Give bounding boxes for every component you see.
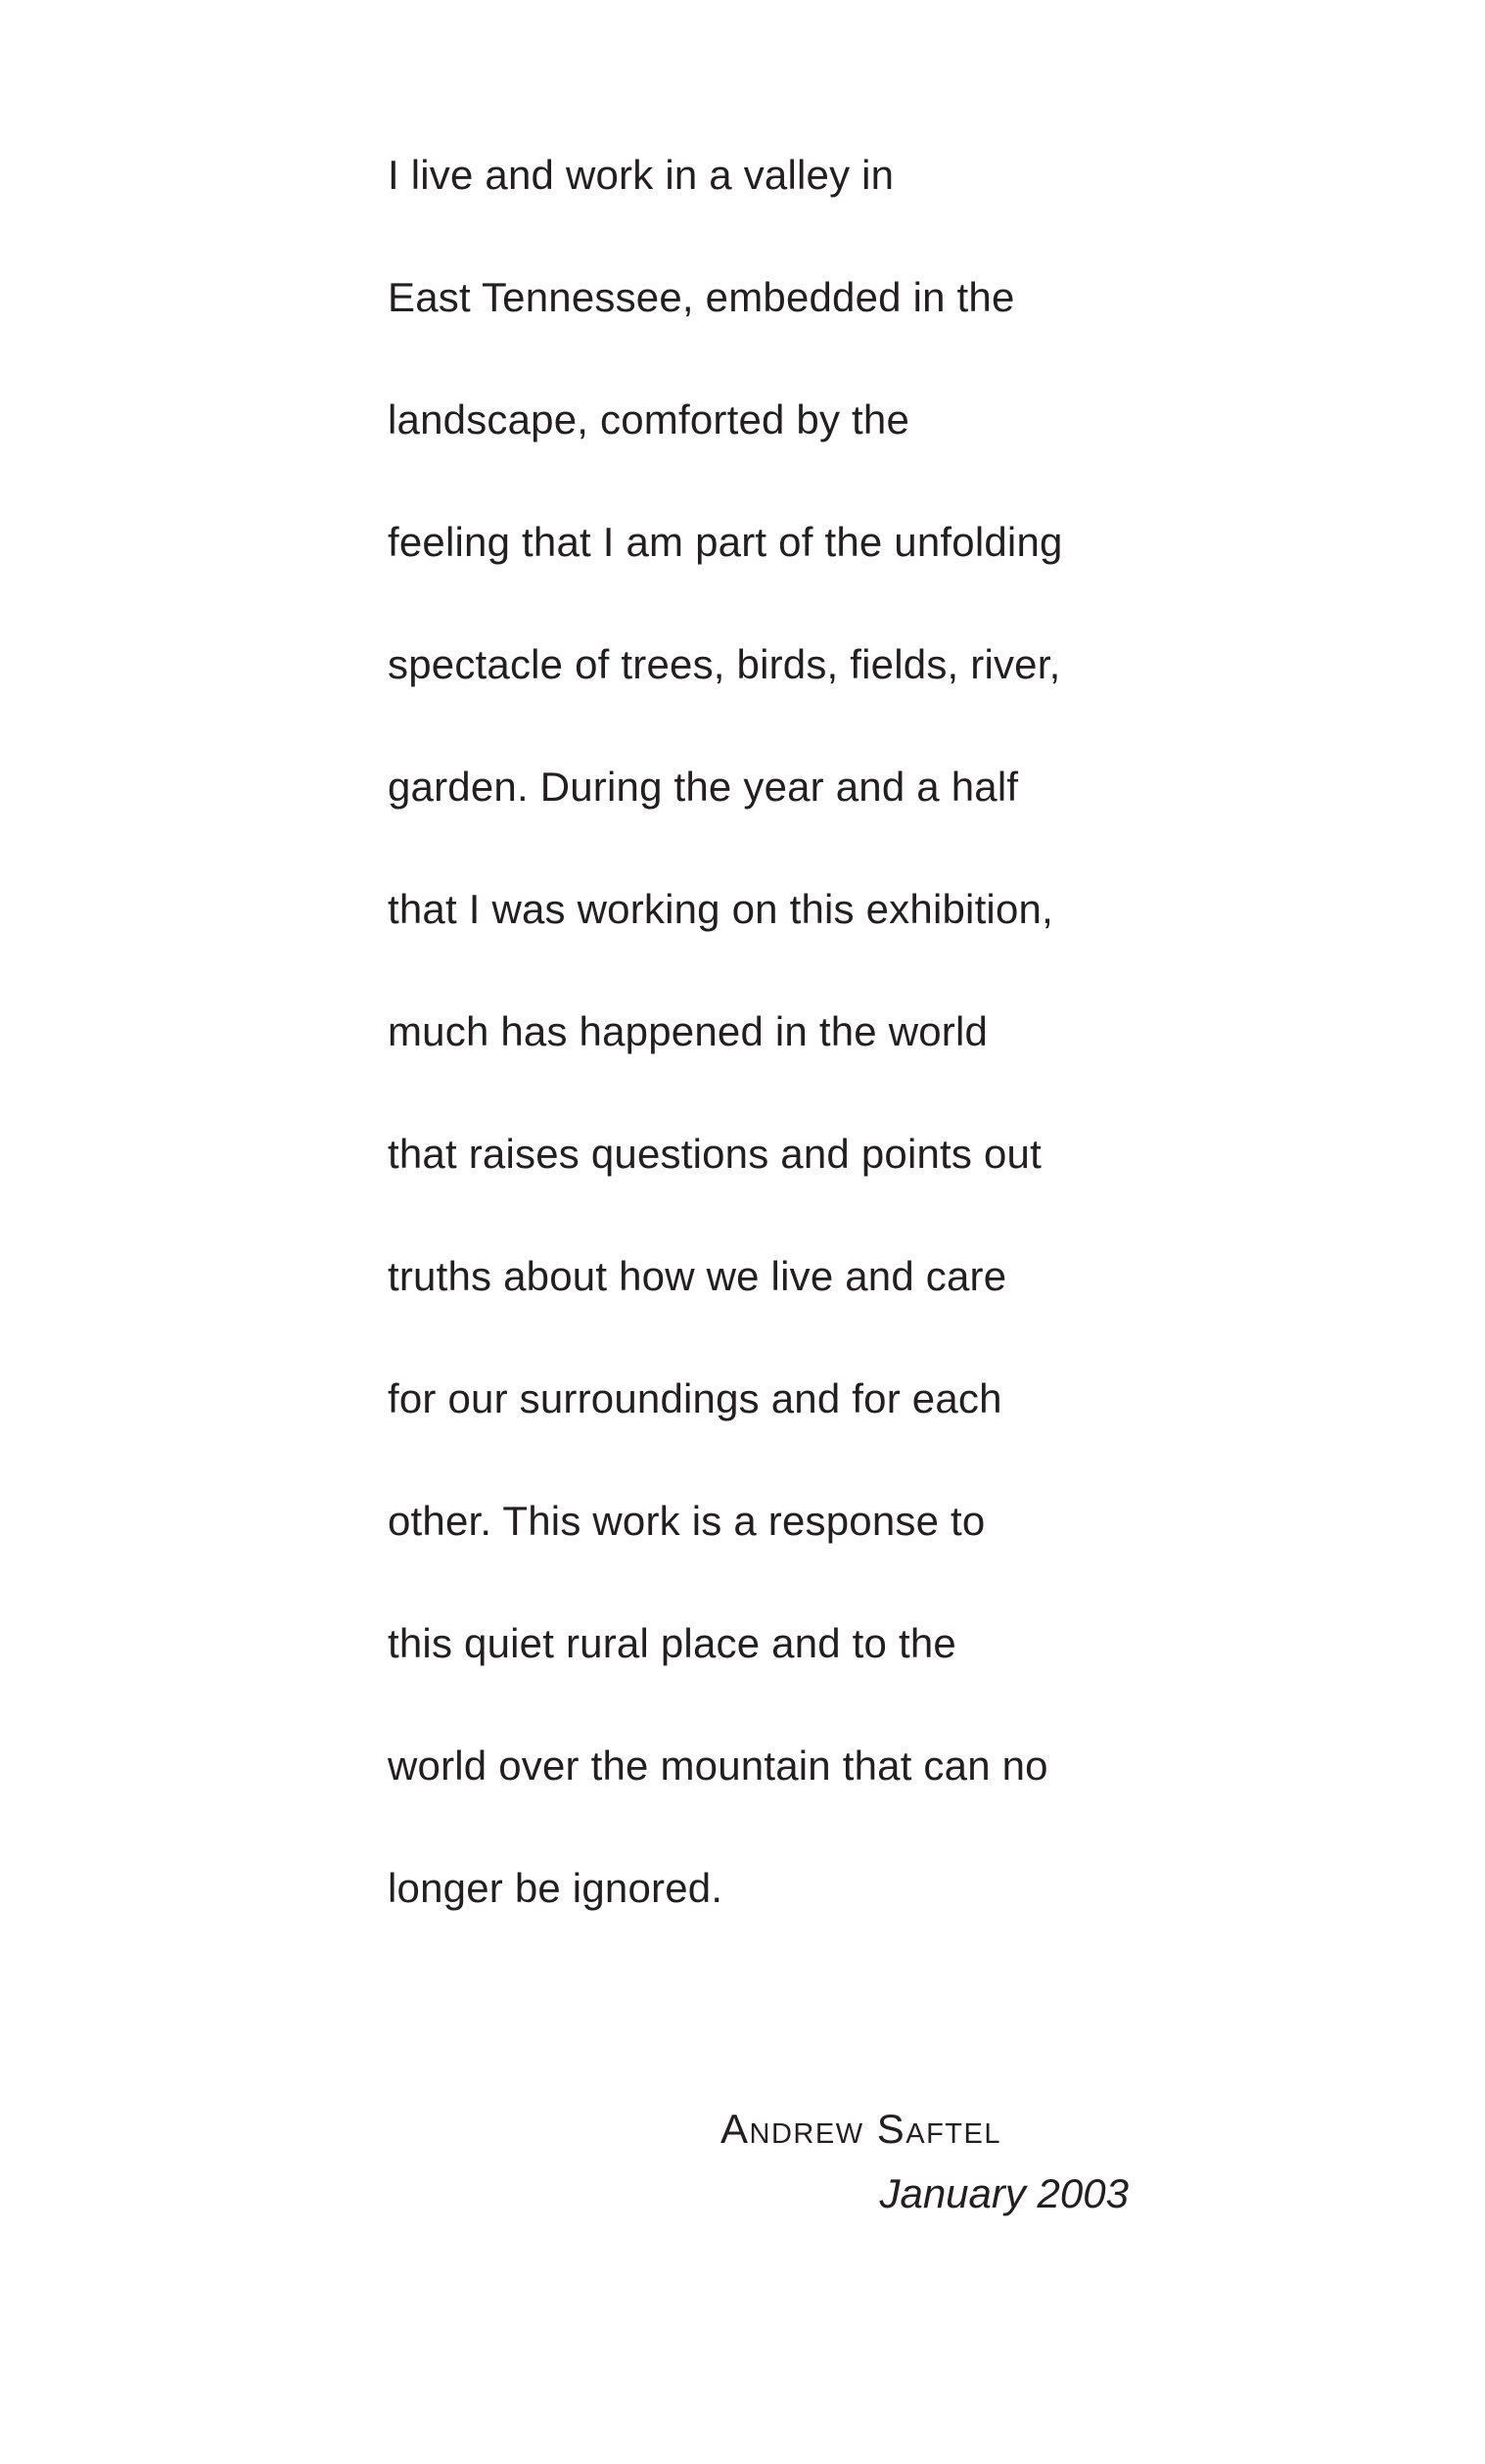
- statement-line: landscape, comforted by the: [388, 396, 910, 442]
- statement-line: truths about how we live and care: [388, 1253, 1007, 1299]
- statement-line: world over the mountain that can no: [388, 1743, 1048, 1789]
- statement-line: other. This work is a response to: [388, 1498, 986, 1544]
- statement-line: spectacle of trees, birds, fields, river,: [388, 641, 1061, 687]
- statement-line: for our surroundings and for each: [388, 1375, 1002, 1421]
- statement-line: this quiet rural place and to the: [388, 1620, 956, 1666]
- signature-block: [720, 2100, 1129, 2229]
- statement-line: feeling that I am part of the unfolding: [388, 519, 1063, 565]
- statement-line: that raises questions and points out: [388, 1131, 1042, 1177]
- author-name: Andrew Saftel: [720, 2106, 1001, 2152]
- statement-line: longer be ignored.: [388, 1865, 723, 1911]
- statement-date: January 2003: [879, 2170, 1129, 2216]
- statement-line: East Tennessee, embedded in the: [388, 274, 1015, 320]
- statement-line: I live and work in a valley in: [388, 152, 895, 198]
- statement-line: garden. During the year and a half: [388, 764, 1019, 810]
- artist-statement: [388, 145, 1269, 1980]
- statement-line: that I was working on this exhibition,: [388, 886, 1053, 932]
- statement-line: much has happened in the world: [388, 1008, 989, 1054]
